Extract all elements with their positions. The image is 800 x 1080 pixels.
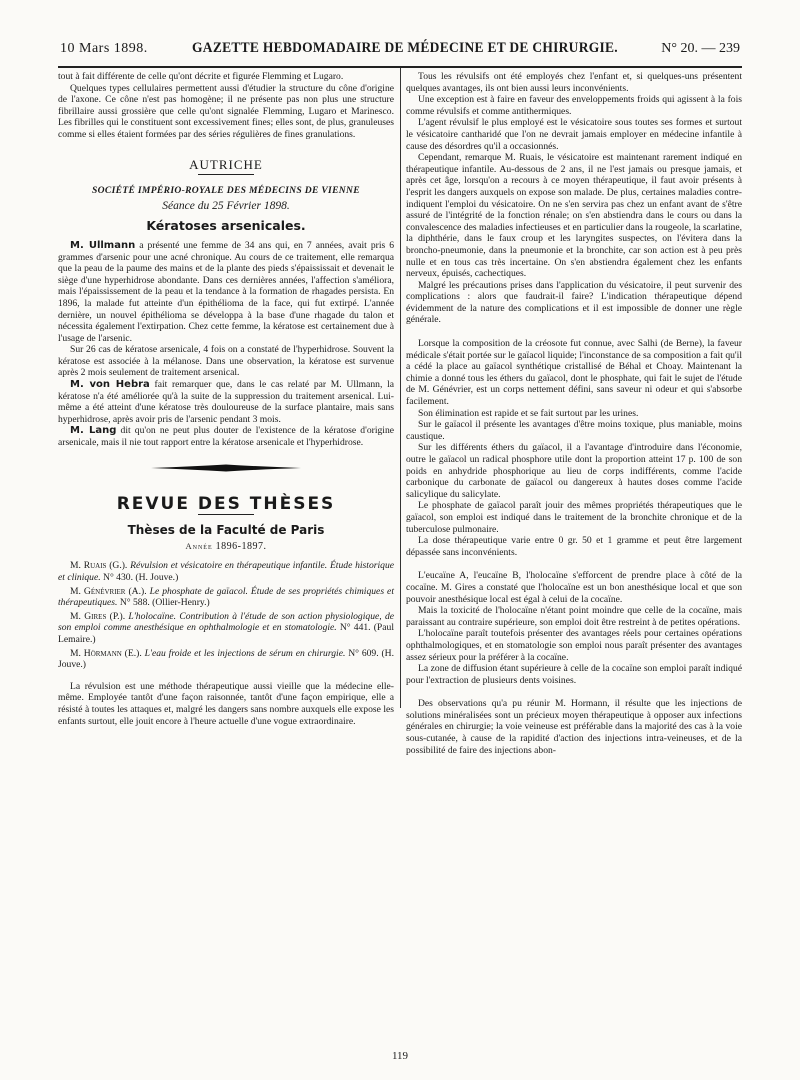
thesis-reference	[58, 560, 394, 583]
reference-author: M. Gires (P.).	[70, 610, 126, 622]
paragraph	[58, 240, 394, 344]
columns	[58, 68, 742, 1048]
paragraph: L'eucaïne A, l'eucaïne B, l'holocaïne s'efforcent de prendre place à côté de la cocaïne. M. Gires a constaté que l'holocaïne est un bon anesthésique local et que son pouvoir anesthésique local est égal à celui de la cocaïne.	[406, 570, 742, 605]
ornament-divider	[151, 463, 301, 473]
journal-title: GAZETTE HEBDOMADAIRE DE MÉDECINE ET DE CHIRURGIE.	[191, 40, 618, 56]
year-value: 1896-1897.	[215, 540, 267, 552]
issue-date: 10 Mars 1898.	[60, 41, 148, 56]
speaker-name: M. von Hebra	[70, 379, 150, 391]
paragraph: Cependant, remarque M. Ruais, le vésicatoire est maintenant rarement indiqué en thérapeutique infantile. Au-dessous de 2 ans, il ne l'est jamais ou presque jamais, et après cet âge, lorsqu'on a recours à ce moyen thérapeutique, il faut avoir présents à l'esprit les dangers auxquels on expose son malade. De plus, certaines maladies contre-indiquent l'emploi du vésicatoire. On ne s'en servira pas chez un enfant avant de s'être assuré de l'intégrité de la fonction rénale; on s'en abstiendra dans le cours ou dans la convalescence des maladies infectieuses et en particulier dans la rougeole, la scarlatine, la diphthérie, dans le faux croup et les laryngites suspectes, on l'évitera dans la broncho-pneumonie, dans la pneumonie et la bronchite, car son action est à peu près nulle et en tous cas très incertaine. On s'en abstiendra également chez les enfants nerveux, épuisés, cachectiques.	[406, 152, 742, 280]
year-line	[58, 541, 394, 553]
reference-title: Le phosphate de gaïacol. Étude de ses propriétés chimiques et thérapeutiques.	[58, 585, 394, 609]
reference-details: N° 588. (Ollier-Henry.)	[117, 597, 210, 609]
paragraph: Mais la toxicité de l'holocaïne n'étant point moindre que celle de la cocaïne, mais paraissant au contraire supérieure, son emploi doit être restreint à de petites opérations.	[406, 605, 742, 628]
thesis-reference	[58, 648, 394, 671]
reference-title: L'holocaïne. Contribution à l'étude de son action physiologique, de son emploi comme anesthésique en ophthalmologie et en stomatologie.	[58, 610, 395, 634]
reference-details: N° 430. (H. Jouve.)	[100, 572, 179, 583]
paragraph-text: dit qu'on ne peut plus douter de l'existence de la kératose d'origine arsenicale, mais il nie tout rapport entre la kératose arsenicale et l'hyperhidrose.	[58, 425, 394, 449]
reference-author: M. Hörmann (E.).	[70, 647, 142, 659]
paragraph: La zone de diffusion étant supérieure à celle de la cocaïne son emploi paraît indiqué pour l'extraction de plusieurs dents voisines.	[406, 663, 742, 686]
paragraph: Des observations qu'a pu réunir M. Hormann, il résulte que les injections de solutions minéralisées sont un précieux moyen thérapeutique à opposer aux infections générales en chirurgie; la voie veineuse est préférable dans la majorité des cas à la voie sous-cutanée, à cause de la rapidité d'action des injections intra-veineuses, et de la possibilité de faire des injections abon-	[406, 698, 742, 756]
speaker-name: M. Ullmann	[70, 239, 136, 251]
paragraph: L'agent révulsif le plus employé est le vésicatoire sous toutes ses formes et surtout le vésicatoire cantharidé que l'on ne devrait jamais employer en médecine infantile à cause des désordres qu'il a occasionnés.	[406, 117, 742, 152]
paragraph	[58, 425, 394, 448]
thesis-reference	[58, 586, 394, 609]
paragraph: Tous les révulsifs ont été employés chez l'enfant et, si quelques-uns présentent quelques avantages, ils ont bien aussi leurs inconvénients.	[406, 71, 742, 94]
paragraph: Lorsque la composition de la créosote fut connue, avec Salhi (de Berne), la faveur médicale s'était portée sur le gaïacol liquide; l'inconstance de sa composition a fait qu'il a cédé la place au gaïacol synthétique cristallisé de Béhal et Choay. Maintenant la chimie a donné tous les éthers du gaïacol, dont le phosphate, qui fait le sujet de l'étude de M. Génévrier, est un corps nettement défini, sans saveur ni odeur et qui s'absorbe facilement.	[406, 338, 742, 408]
paragraph: tout à fait différente de celle qu'ont décrite et figurée Flemming et Lugaro.	[58, 71, 344, 82]
reference-details: N° 441. (Paul Lemaire.)	[58, 622, 394, 645]
paragraph	[58, 379, 394, 425]
session-date: Séance du 25 Février 1898.	[162, 199, 290, 212]
article-title: Kératoses arsenicales.	[146, 218, 306, 234]
paragraph: Son élimination est rapide et se fait surtout par les urines.	[418, 407, 639, 419]
paragraph: Malgré les précautions prises dans l'application du vésicatoire, il peut survenir des complications : alors que faudrait-il faire? L'indication thérapeutique dépend évidemment de la nature des complications et il est impossible de donner une règle générale.	[406, 279, 742, 326]
paragraph: Sur le gaïacol il présente les avantages d'être moins toxique, plus maniable, moins caustique.	[406, 419, 742, 442]
paragraph: L'holocaïne paraît toutefois présenter des avantages réels pour certaines opérations ophthalmologiques, et en stomatologie son emploi nous paraît présenter des avantages assez sérieux pour la préférer à la cocaïne.	[406, 628, 742, 663]
paragraph: Le phosphate de gaïacol paraît jouir des mêmes propriétés thérapeutiques que le gaïacol, son emploi est indiqué dans le traitement de la bronchite chronique et de la tuberculose pulmonaire.	[406, 500, 742, 535]
thesis-references	[58, 560, 394, 670]
left-column	[58, 68, 394, 1048]
paragraph: Sur 26 cas de kératose arsenicale, 4 fois on a constaté de l'hyperhidrose. Souvent la kératose est associée à la mélanose. Dans une observation, la kératose est survenue après 2 mois seulement de traitement arsenical.	[58, 344, 394, 379]
theses-heading: Thèses de la Faculté de Paris	[127, 523, 325, 538]
year-label: Année	[185, 540, 213, 551]
paragraph-text: fait remarquer que, dans le cas relaté par M. Ullmann, la kératose n'a été améliorée qu'à la suite de la suppression du traitement arsenical. Lui-même a été atteint d'une kératose très douloureuse de la surface plantaire, mais sans hyperhidrose, après avoir pris de l'arsenic pendant 3 mois.	[58, 379, 394, 425]
paragraph: La révulsion est une méthode thérapeutique aussi vieille que la médecine elle-même. Employée tantôt d'une façon raisonnée, tantôt d'une façon empirique, elle a résisté à toutes les attaques et, malgré les dangers sans nombre auxquels elle expose les enfants surtout, elle jouit encore à l'heure actuelle d'une vogue extraordinaire.	[58, 680, 394, 727]
reference-title: L'eau froide et les injections de sérum en chirurgie.	[144, 647, 346, 659]
paragraph: La dose thérapeutique varie entre 0 gr. 50 et 1 gramme et peut être largement dépassée sans inconvénients.	[406, 535, 742, 558]
right-column	[406, 68, 742, 1048]
section-rule	[198, 174, 254, 175]
society-heading: SOCIÉTÉ IMPÉRIO-ROYALE DES MÉDECINS DE VIENNE	[92, 185, 360, 197]
reference-author: M. Génévrier (A.).	[70, 585, 147, 597]
paragraph-text: a présenté une femme de 34 ans qui, en 7 années, avait pris 6 grammes d'arsenic pour une acné chronique. Au cours de ce traitement, elle remarqua que la peau de la paume des mains et de la plante des pieds s'épaississait et devenait le siège d'une hyperhidrose abondante. Dans ces dernières années, l'affection s'améliora, mais l'épaississement de la peau et la tendance à la formation de rhagades persista. En 1896, la malade fut atteinte d'un épithélioma de la face, qui fut extirpé. L'année dernière, un nouvel épithélioma se développa à la base d'une rhagade du talon et nécessita également l'extirpation. Chez cette femme, la kératose est certainement due à l'usage de l'arsenic.	[58, 239, 394, 344]
page-number: 119	[391, 1050, 409, 1062]
newspaper-page	[58, 40, 742, 1070]
section-title-autriche: AUTRICHE	[189, 156, 263, 172]
issue-number: N° 20. — 239	[661, 41, 740, 56]
paragraph: Quelques types cellulaires permettent aussi d'étudier la structure du cône d'origine de l'axone. Ce cône n'est pas homogène; il ne présente pas non plus une structure fibrillaire aussi grossière que celle qu'ont signalée Flemming, Lugaro et Marinesco. Les fibrilles qui le constituent sont excessivement fines; elles sont, de plus, granuleuses comme si elles étaient formées par des séries régulières de fines granulations.	[58, 82, 394, 140]
paragraph: Sur les différents éthers du gaïacol, il a l'avantage d'introduire dans l'économie, outre le gaïacol un radical phosphore utile dont la proportion atteint 17 p. 100 de son poids en anhydride phosphorique au lieu de corps indifférents, comme l'acide carbonique du carbonate de gaïacol ou dangereux à hautes doses comme l'acide salicylique du salicylate.	[406, 442, 742, 500]
reference-title: Révulsion et vésicatoire en thérapeutique infantile. Étude historique et clinique.	[58, 560, 395, 583]
column-separator	[400, 68, 401, 708]
page-header	[58, 40, 742, 64]
speaker-name: M. Lang	[70, 425, 117, 437]
thesis-reference	[58, 611, 394, 646]
reference-details: N° 609. (H. Jouve.)	[58, 647, 394, 671]
section-rule	[198, 514, 254, 515]
paragraph: Une exception est à faire en faveur des enveloppements froids qui agissent à la fois comme révulsifs et comme antithermiques.	[406, 94, 742, 117]
reference-author: M. Ruais (G.).	[70, 560, 128, 572]
section-title-revue: REVUE DES THÈSES	[116, 493, 336, 514]
